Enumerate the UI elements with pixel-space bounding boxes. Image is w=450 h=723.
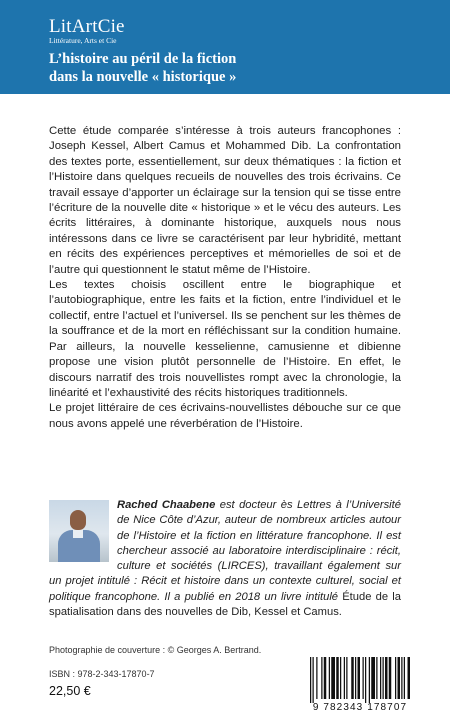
barcode-bar: [369, 657, 370, 703]
barcode-bar: [324, 657, 327, 699]
barcode-bar: [363, 657, 364, 699]
publisher-tagline: Littérature, Arts et Cie: [49, 36, 117, 45]
author-bio: [49, 498, 401, 620]
barcode-bar: [401, 657, 402, 699]
barcode-bar: [316, 657, 317, 699]
author-name: Rached Chaabene: [117, 499, 216, 511]
barcode-bar: [408, 657, 411, 699]
barcode-bar: [355, 657, 356, 699]
barcode-bar: [329, 657, 330, 699]
barcode-bar: [371, 657, 375, 699]
barcode-bar: [331, 657, 335, 699]
barcode-bar: [346, 657, 347, 699]
publisher-logo: [49, 17, 125, 45]
isbn: ISBN : 978-2-343-17870-7: [49, 669, 155, 679]
barcode-bars: [308, 657, 412, 703]
summary-paragraph: Le projet littéraire de ces écrivains-nouvellistes débouche sur ce que nous avons appelé une réverbération de l’Histoire.: [49, 402, 401, 430]
barcode-bar: [313, 657, 314, 703]
barcode-bar: [336, 657, 339, 699]
barcode-bar: [340, 657, 341, 699]
barcode-bar: [395, 657, 396, 699]
author-photo-spacer: [49, 498, 117, 560]
barcode-bar: [321, 657, 322, 699]
book-title-line-1: L’histoire au péril de la fiction: [49, 51, 237, 67]
publisher-name: LitArtCie: [49, 16, 125, 37]
author-bio-text: est docteur ès Lettres à l’Université de Nice Côte d’Azur, auteur de nombreux articles autour de l’Histoire et la fiction en littérature francophone. Il est chercheur associé au laboratoire interdisciplinaire : récit, culture et sociétés (LIRCES), travaillant également sur un projet intitulé : Récit et histoire dans un contexte culturel, social et politique francophone. Il a publié en 2018 un livre intitulé: [49, 499, 401, 603]
book-summary: [49, 124, 401, 432]
barcode-bar: [358, 657, 361, 699]
barcode-bar: [389, 657, 392, 699]
price: 22,50 €: [49, 684, 91, 698]
barcode-bar: [351, 657, 354, 699]
barcode-bar: [380, 657, 381, 699]
barcode-bar: [365, 657, 366, 703]
author-bio-book-title: Étude de la spatialisation dans des nouvelles de Dib, Kessel et Camus.: [49, 590, 401, 619]
book-title: [49, 50, 429, 86]
book-title-line-2: dans la nouvelle « historique »: [49, 69, 237, 85]
barcode-bar: [376, 657, 377, 699]
barcode-bar: [404, 657, 405, 699]
barcode-bar: [310, 657, 311, 703]
cover-header-band: [0, 0, 450, 94]
barcode-bar: [398, 657, 401, 699]
summary-paragraph: Les textes choisis oscillent entre le biographique et l’autobiographique, entre les faits et la fiction, entre l’individuel et le collectif, entre l’actuel et l’universel. Ils se penchent sur les thèmes de la souffrance et de la mort en réfléchissant sur la condition humaine. Par ailleurs, la nouvelle kesselienne, camusienne et dibienne propose une vision plutôt personnelle de l’Histoire. En effet, le discours narratif des trois nouvellistes rompt avec la chronologie, la linéarité et l’exhaustivité des récits historiques traditionnels.: [49, 279, 401, 399]
photo-credit: Photographie de couverture : © Georges A. Bertrand.: [49, 645, 262, 655]
barcode-bar: [383, 657, 384, 699]
barcode-bar: [385, 657, 388, 699]
summary-paragraph: Cette étude comparée s’intéresse à trois auteurs francophones : Joseph Kessel, Albert Camus et Mohammed Dib. La confrontation des textes porte, essentiellement, sur deux thématiques : la fiction et l’Histoire dans quelques recueils de nouvelles des trois écrivains. Ce travail essaye d’apporter un éclairage sur la tension qui se tisse entre l’écriture de la nouvelle dite « historique » et le vécu des auteurs. Les écrits littéraires, à dominante historique, auxquels nous nous intéressons dans ce livre se caractérisent par leur hybridité, mettant en récits des expériences perceptives et mémorielles de soi et de l’autre qui questionnent le statut même de l’Histoire.: [49, 125, 401, 276]
barcode-digits: 9 782343 178707: [312, 702, 408, 713]
barcode: [304, 655, 416, 715]
barcode-bar: [344, 657, 345, 699]
